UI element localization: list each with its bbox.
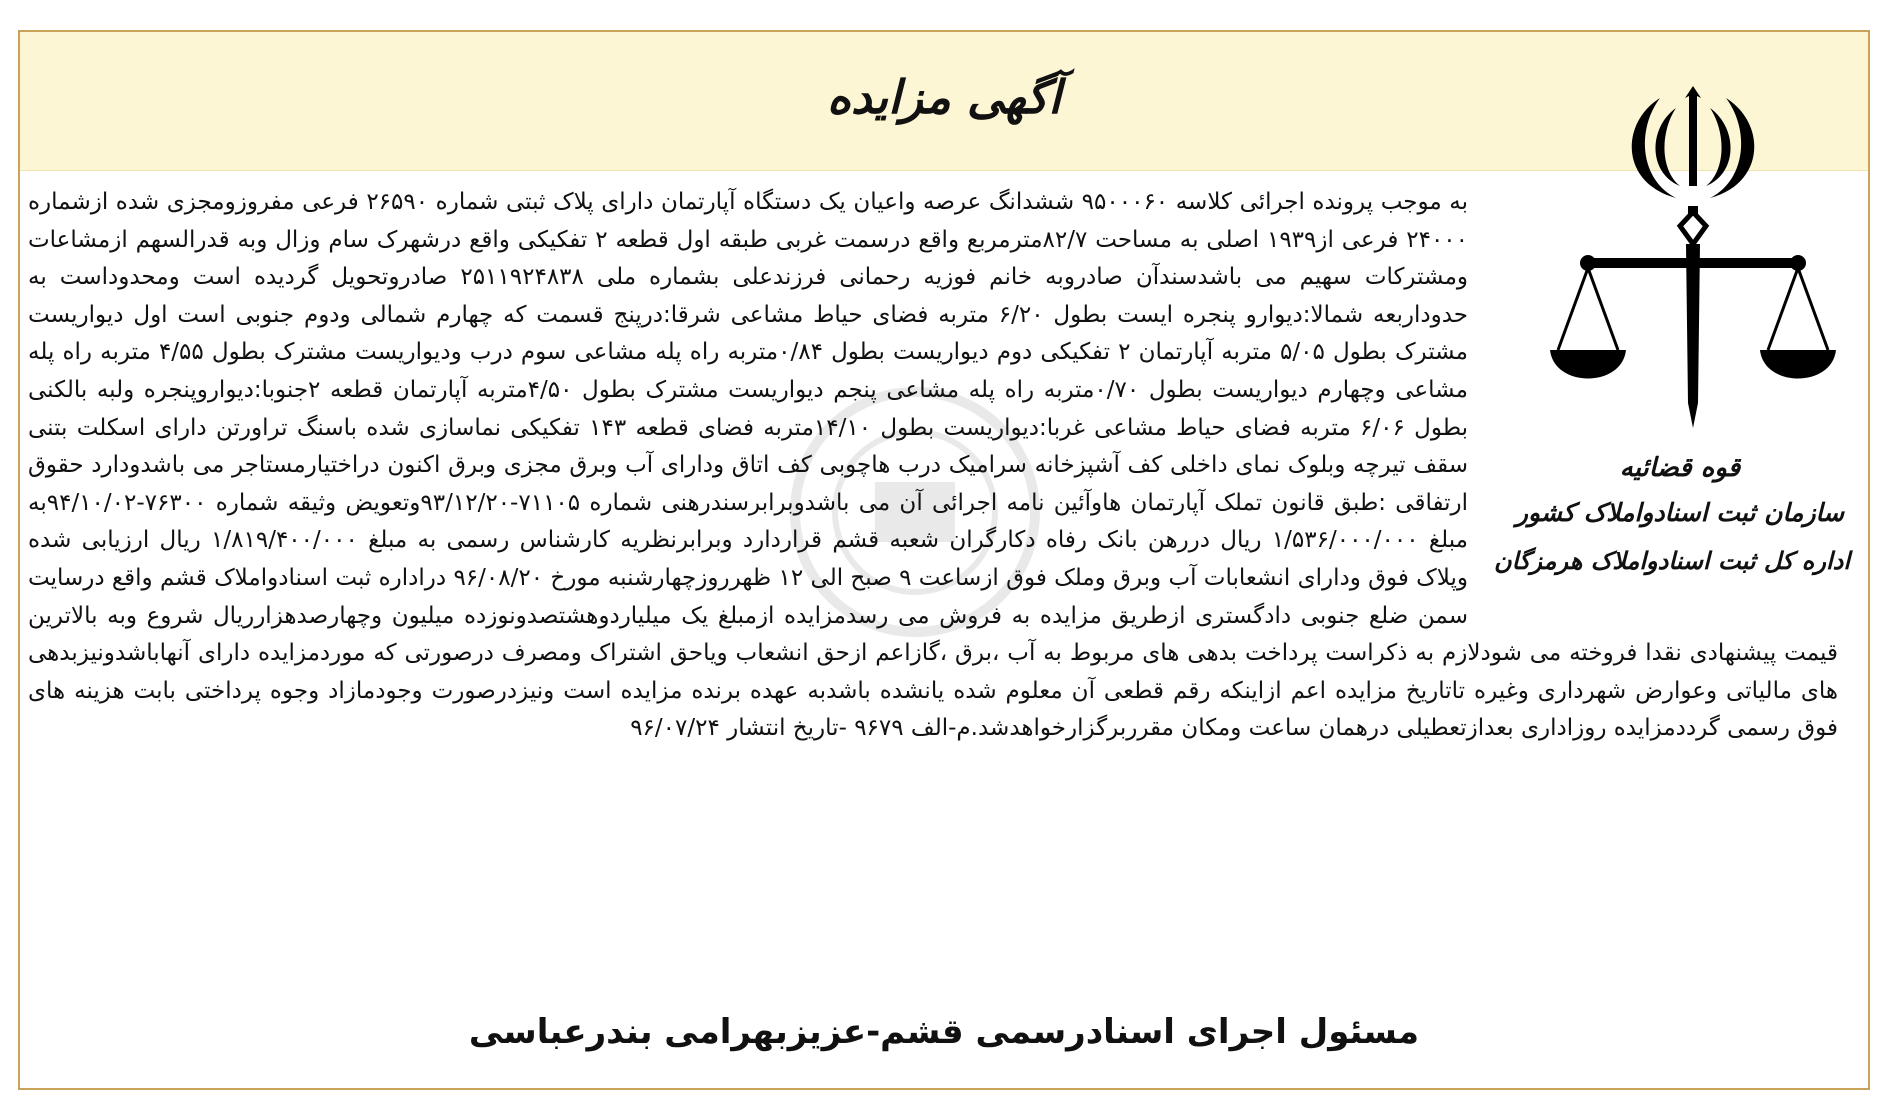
emblem-block [1494, 68, 1868, 628]
notice-body-text: به موجب پرونده اجرائی کلاسه ۹۵۰۰۰۶۰ ششدانگ عرصه واعیان یک دستگاه آپارتمان دارای پلاک ثبتی شماره ۲۶۵۹۰ فرعی مفروزومجزی شده ازشماره ۲۴۰۰۰ فرعی از۱۹۳۹ اصلی به مساحت ۸۲/۷مترمربع واقع درسمت غربی طبقه اول قطعه ۲ تفکیکی واقع درشهرک سام وزال وبه قدرالسهم ازمشاعات ومشترکات سهیم می باشدسندآن صادروبه خانم فوزیه رحمانی فرزندعلی بشماره ملی ۲۵۱۱۹۲۴۸۳۸ صادروتحویل گردیده است ومحدوداست به حدوداربعه شمالا:دیوارو پنجره ایست بطول ۶/۲۰ متربه فضای حیاط مشاعی شرقا:درپنج قسمت که چهارم شمالی ودوم جنوبی است اول دیواریست مشترک بطول ۵/۰۵ متربه آپارتمان ۲ تفکیکی دوم دیواریست بطول ۰/۸۴متربه راه پله مشاعی سوم درب ودیواریست مشترک بطول ۴/۵۵ متربه راه پله مشاعی وچهارم دیواریست بطول ۰/۷۰متربه راه پله مشاعی پنجم دیواریست مشترک بطول ۴/۵۰متربه آپارتمان قطعه ۲جنوبا:دیواروپنجره ولبه بالکنی بطول ۶/۰۶ متربه فضای حیاط مشاعی غربا:دیواریست بطول ۱۴/۱۰متربه فضای قطعه ۱۴۳ تفکیکی نماسازی شده باسنگ تراورتن دارای اسکلت بتنی سقف تیرچه وبلوک نمای داخلی کف آشپزخانه سرامیک درب هاچوبی کف اتاق ودارای آب وبرق مجزی وبرق اکنون دراختیارمستاجر می باشدودارد حقوق ارتفاقی :طبق قانون تملک آپارتمان هاوآئین نامه اجرائی آن می باشدوبرابرسندرهنی شماره ۷۱۱۰۵-۹۳/۱۲/۲۰وتعویض وثیقه شماره ۷۶۳۰۰-۹۴/۱۰/۰۲به مبلغ ۱/۵۳۶/۰۰۰/۰۰۰ ریال دررهن بانک رفاه دکارگران شعبه قشم قراردارد وبرابرنظریه کارشناس رسمی به مبلغ ۱/۸۱۹/۴۰۰/۰۰۰ ریال ارزیابی شده وپلاک فوق ودارای انشعابات آب وبرق وملک فوق ازساعت ۹ صبح الی ۱۲ ظهرروزچهارشنبه مورخ ۹۶/۰۸/۲۰ دراداره ثبت اسنادواملاک قشم واقع درسایت سمن ضلع جنوبی دادگستری ازطریق مزایده به فروش می رسدمزایده ازمبلغ یک میلیاردوهشتصدونوزده میلیون وچهارصدهزارریال شروع وبه بالاترین قیمت پیشنهادی نقدا فروخته می شودلازم به ذکراست پرداخت بدهی های مربوط به آب ،برق ،گازاعم ازحق انشعاب وياحق اشتراک ومصرف درصورتی که موردمزایده دارای آنهاباشدونیزبدهی های مالیاتی وعوارض شهرداری وغیره تاتاریخ مزایده اعم ازاینکه رقم قطعی آن معلوم شده یانشده باشدبه عهده برنده مزایده است ونیزدرصورت وجودمازاد وجوه پرداختی بابت هزینه های فوق رسمی گرددمزایده روزاداری بعدازتعطیلی درهمان ساعت ومکان مقرربرگزارخواهدشد.م-الف ۹۶۷۹ -تاریخ انتشار ۹۶/۰۷/۲۴ [27, 189, 1838, 742]
org-line-registration-organization: سازمان ثبت اسنادواملاک کشور [1515, 498, 1845, 527]
notice-frame [18, 30, 1870, 1090]
notice-title: آگهی مزایده [826, 70, 1062, 124]
iran-emblem-and-scales-of-justice-icon [1548, 68, 1838, 438]
org-line-hormozgan-office: اداره کل ثبت اسنادواملاک هرمزگان [1494, 546, 1850, 575]
signature: مسئول اجرای اسنادرسمی قشم-عزیزبهرامی بندرعباسی [468, 1012, 1420, 1052]
org-line-judiciary: قوه قضائیه [1619, 453, 1741, 483]
